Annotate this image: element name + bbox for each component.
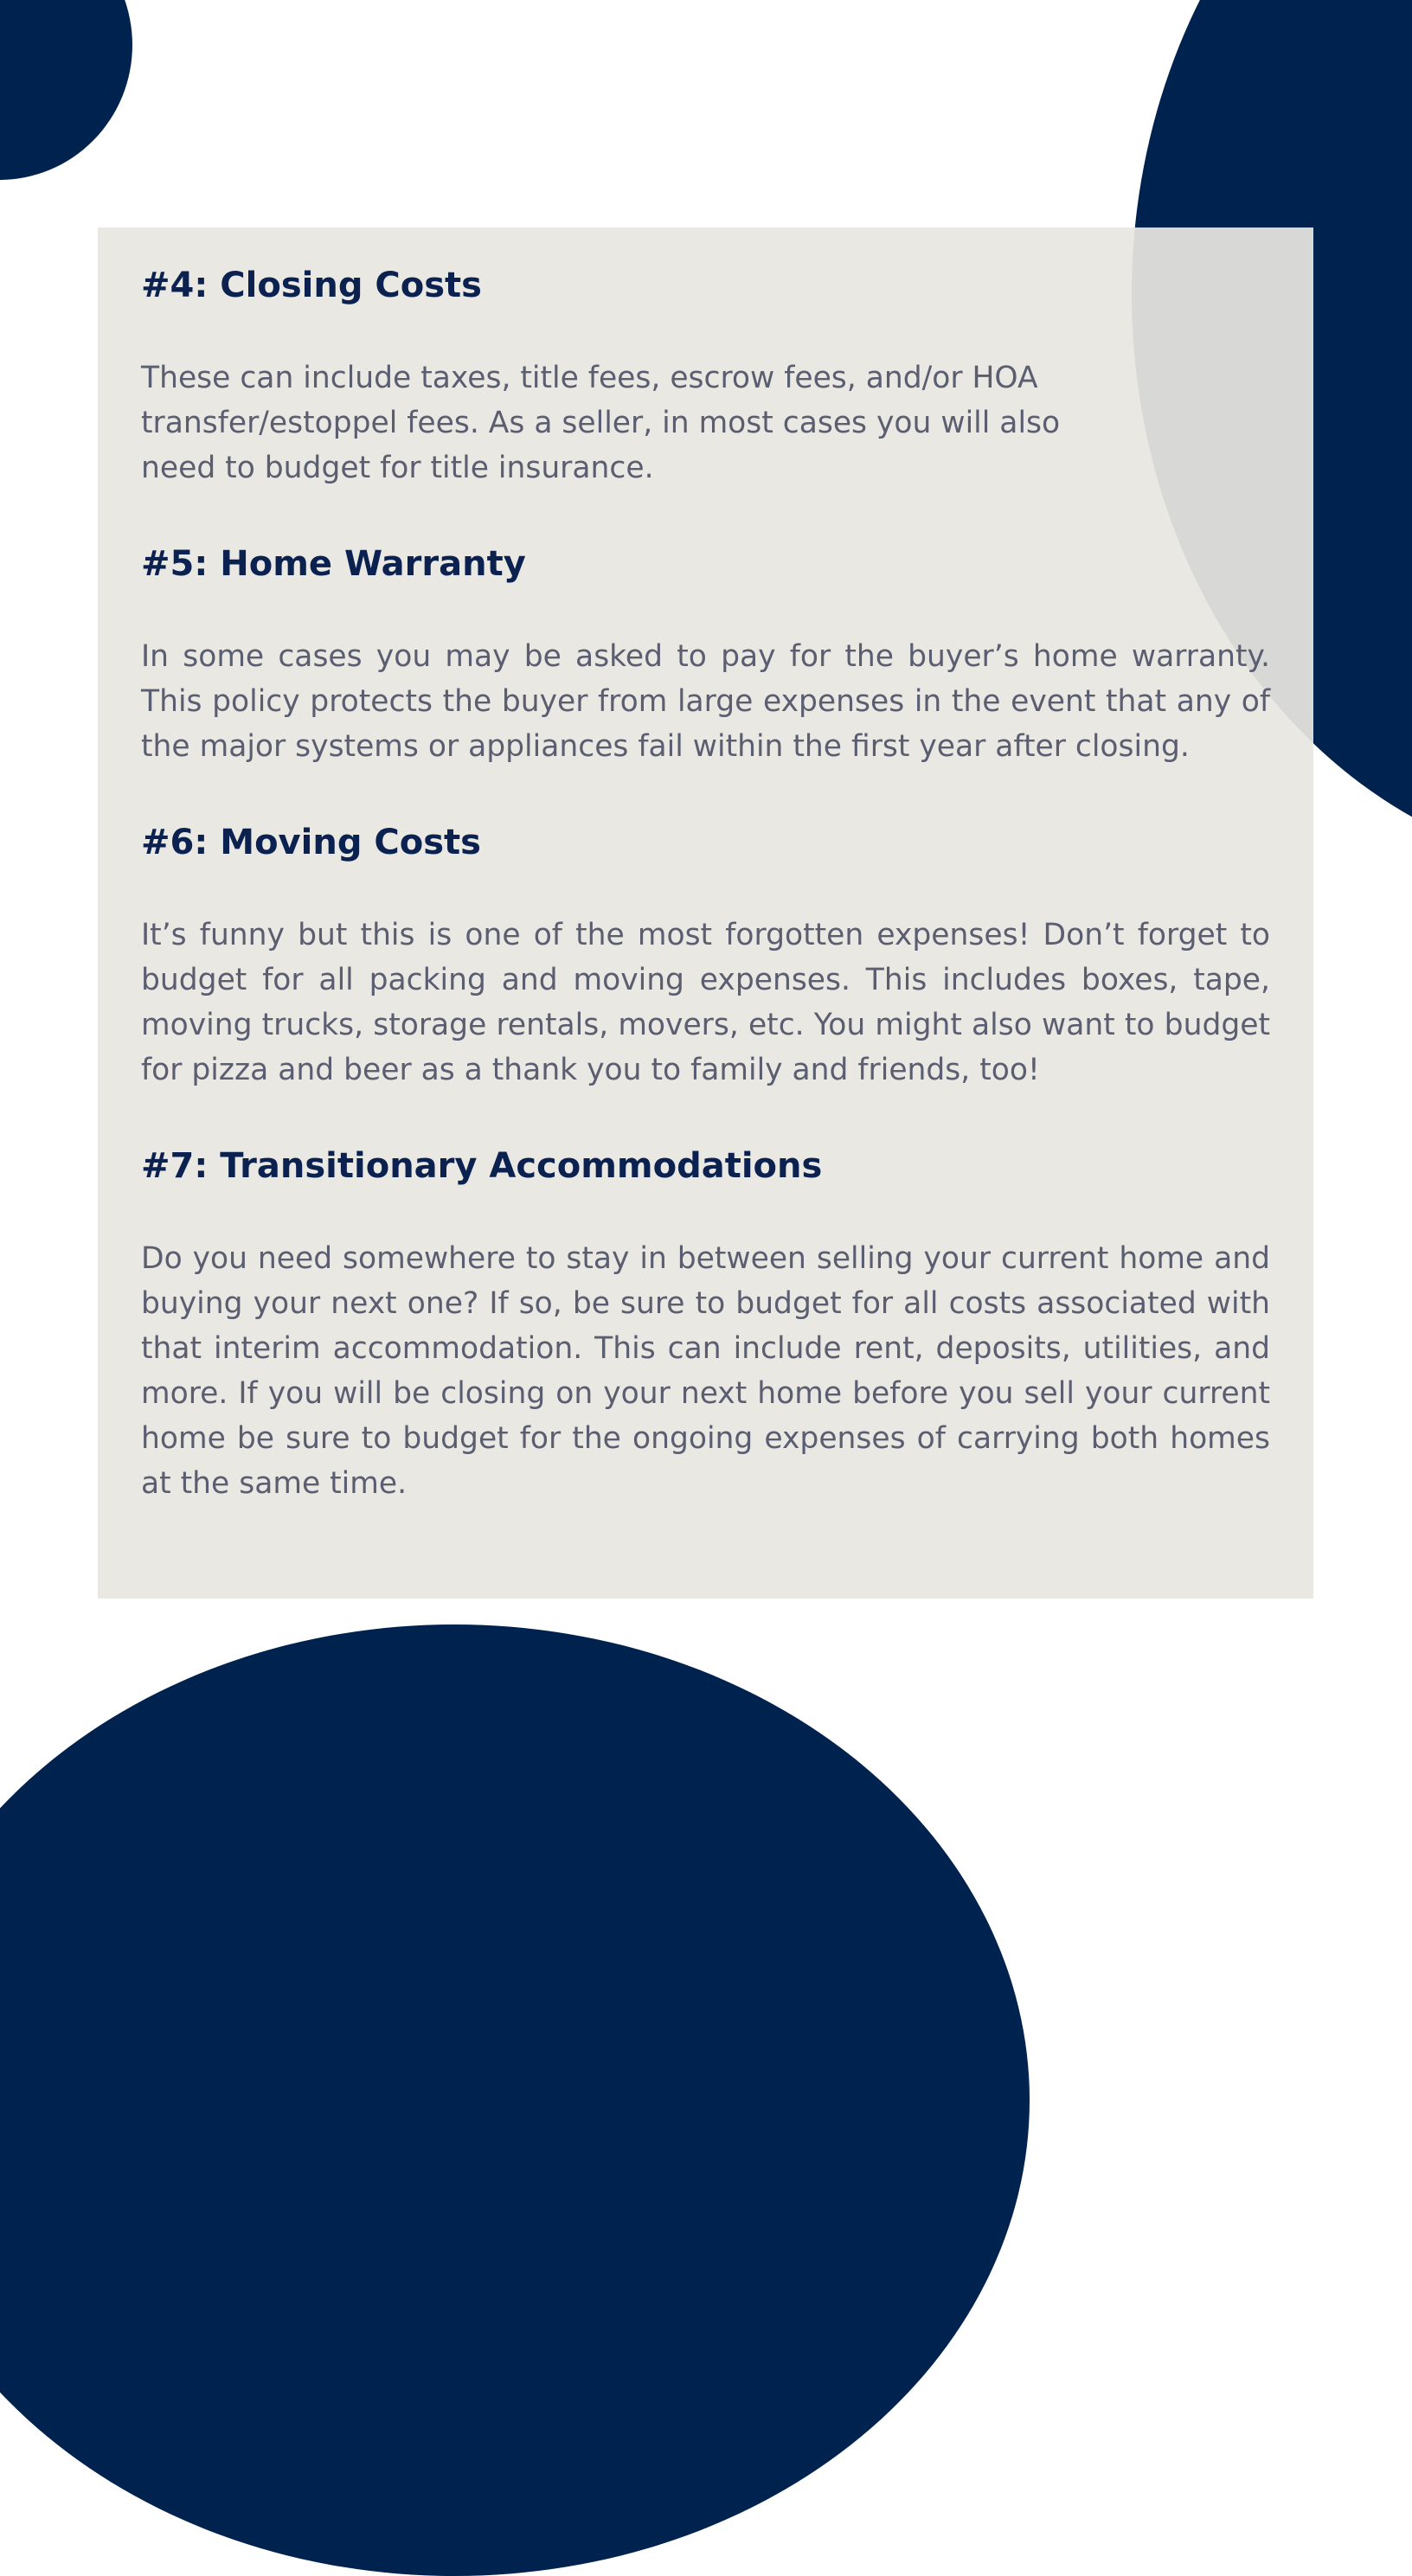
section-closing-costs [141, 264, 1270, 490]
section-body: In some cases you may be asked to pay for the buyer’s home warranty. This policy protects the buyer from large expenses in the event that any of the major systems or appliances fail within the first year after closing. [141, 639, 1270, 764]
section-body: These can include taxes, title fees, escrow fees, and/or HOA transfer/estoppel fees. As a seller, in most cases you will also need to budget for title insurance. [141, 361, 1061, 485]
decorative-circle-top-left [0, 0, 132, 180]
section-heading: #4: Closing Costs [141, 266, 482, 305]
section-heading: #7: Transitionary Accommodations [141, 1146, 823, 1186]
section-transitionary-accommodations [141, 1144, 1270, 1506]
section-body: Do you need somewhere to stay in between selling your current home and buying your next one? If so, be sure to budget for all costs associated with that interim accommodation. This can include rent, deposits, utilities, and more. If you will be closing on your next home before you sell your current home be sure to budget for the ongoing expenses of carrying both homes at the same time. [141, 1241, 1270, 1501]
content-column [141, 264, 1270, 1506]
section-heading: #5: Home Warranty [141, 544, 526, 584]
decorative-circle-bottom [0, 1624, 1030, 2576]
section-body: It’s funny but this is one of the most forgotten expenses! Don’t forget to budget for all packing and moving expenses. This includes boxes, tape, moving trucks, storage rentals, movers, etc. You might also want to budget for pizza and beer as a thank you to family and friends, too! [141, 918, 1270, 1087]
section-home-warranty [141, 542, 1270, 769]
content-panel [98, 227, 1313, 1599]
section-moving-costs [141, 821, 1270, 1093]
section-heading: #6: Moving Costs [141, 823, 481, 862]
